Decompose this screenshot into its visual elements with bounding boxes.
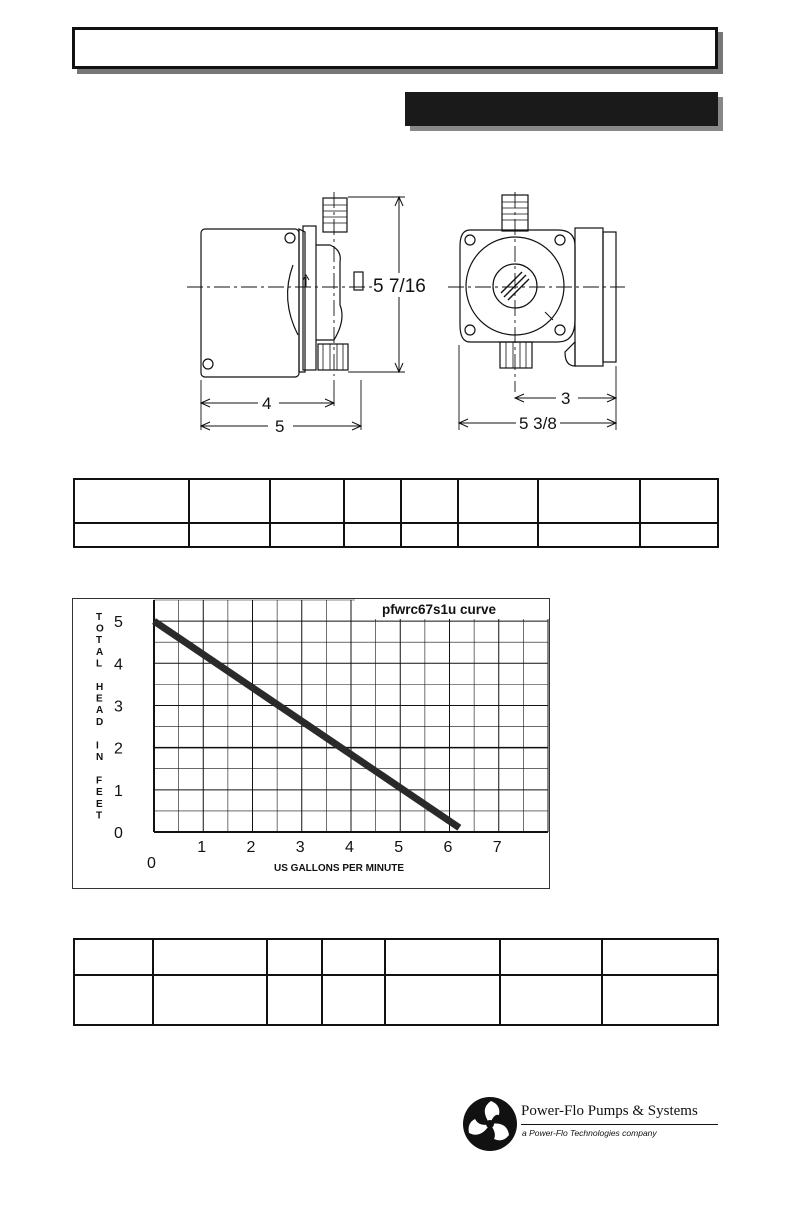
spec1-header-cell	[458, 479, 538, 523]
spec2-value-cell	[602, 975, 718, 1025]
spec1-header-cell	[538, 479, 640, 523]
pump-curve-svg	[72, 598, 550, 889]
y-tick-label: 1	[114, 782, 123, 800]
front-offset-label: 3	[561, 389, 571, 408]
dimension-drawing	[180, 185, 650, 435]
x-axis-label: US GALLONS PER MINUTE	[274, 863, 405, 874]
spec1-header-cell	[189, 479, 269, 523]
spec1-header-cell	[270, 479, 344, 523]
y-tick-label: 0	[114, 825, 123, 842]
pump-curve-line	[154, 621, 459, 828]
y-axis-label: T O T A L H E A D I N F E E T	[96, 612, 104, 822]
spec1-value-cell	[189, 523, 269, 547]
company-name: Power-Flo Pumps & Systems	[521, 1103, 698, 1119]
spec1-header-cell	[640, 479, 718, 523]
side-volute	[316, 245, 342, 340]
spec2-header-cell	[500, 939, 602, 975]
spec1-value-cell	[344, 523, 401, 547]
spec1-header-cell	[401, 479, 458, 523]
y-tick-label: 5	[114, 614, 123, 632]
front-bottom-nut	[500, 342, 532, 368]
x-tick-label: 4	[345, 839, 354, 856]
spec1-value-cell	[538, 523, 640, 547]
spec2-header-cell	[385, 939, 500, 975]
spec2-value-cell	[322, 975, 385, 1025]
spec-table-1	[73, 478, 719, 548]
side-plate	[299, 229, 305, 372]
front-screw-tr	[555, 235, 565, 245]
subtitle-bar	[405, 92, 718, 126]
x-tick-label: 6	[443, 839, 453, 856]
x-tick-label: 3	[295, 839, 305, 856]
spec1-header-cell	[344, 479, 401, 523]
spec2-header-cell	[74, 939, 153, 975]
front-terminal-box	[575, 228, 603, 366]
power-flo-logo-icon	[461, 1095, 519, 1153]
spec2-header-cell	[322, 939, 385, 975]
x-tick-label: 2	[246, 839, 256, 856]
title-box	[72, 27, 718, 69]
front-screw-tl	[465, 235, 475, 245]
spec2-value-cell	[153, 975, 268, 1025]
spec2-value-cell	[74, 975, 153, 1025]
y-tick-label: 2	[114, 740, 123, 758]
spec2-value-cell	[500, 975, 602, 1025]
x-tick-label: 5	[394, 839, 404, 856]
x-tick-label: 7	[492, 839, 502, 856]
front-terminal-cap	[603, 232, 616, 362]
height-dimension-label: 5 7/16	[373, 276, 426, 297]
chart-title: pfwrc67s1u curve	[382, 602, 497, 617]
spec1-value-cell	[640, 523, 718, 547]
spec2-value-cell	[267, 975, 322, 1025]
side-rotor-edge	[288, 265, 298, 335]
spec1-value-cell	[270, 523, 344, 547]
spec1-value-cell	[74, 523, 189, 547]
spec1-header-cell	[74, 479, 189, 523]
spec2-value-cell	[385, 975, 500, 1025]
side-total-label: 5	[275, 417, 285, 435]
side-motor-housing	[201, 229, 299, 377]
spec2-header-cell	[153, 939, 268, 975]
spec2-header-cell	[267, 939, 322, 975]
y-tick-label: 4	[114, 656, 123, 674]
front-screw-br	[555, 325, 565, 335]
side-screw-bottom	[203, 359, 213, 369]
x-tick-label: 0	[147, 855, 156, 872]
spec2-header-cell	[602, 939, 718, 975]
side-screw-top	[285, 233, 295, 243]
side-top-port	[323, 198, 347, 232]
side-bottom-nut	[318, 344, 348, 370]
side-depth-label: 4	[262, 394, 272, 413]
spec1-value-cell	[458, 523, 538, 547]
spec1-value-cell	[401, 523, 458, 547]
logo-rule	[521, 1124, 718, 1125]
y-tick-label: 3	[114, 698, 123, 716]
x-tick-label: 1	[197, 839, 207, 856]
front-width-label: 5 3/8	[519, 414, 557, 433]
front-screw-bl	[465, 325, 475, 335]
company-tagline: a Power-Flo Technologies company	[522, 1128, 657, 1138]
spec-table-2	[73, 938, 719, 1026]
